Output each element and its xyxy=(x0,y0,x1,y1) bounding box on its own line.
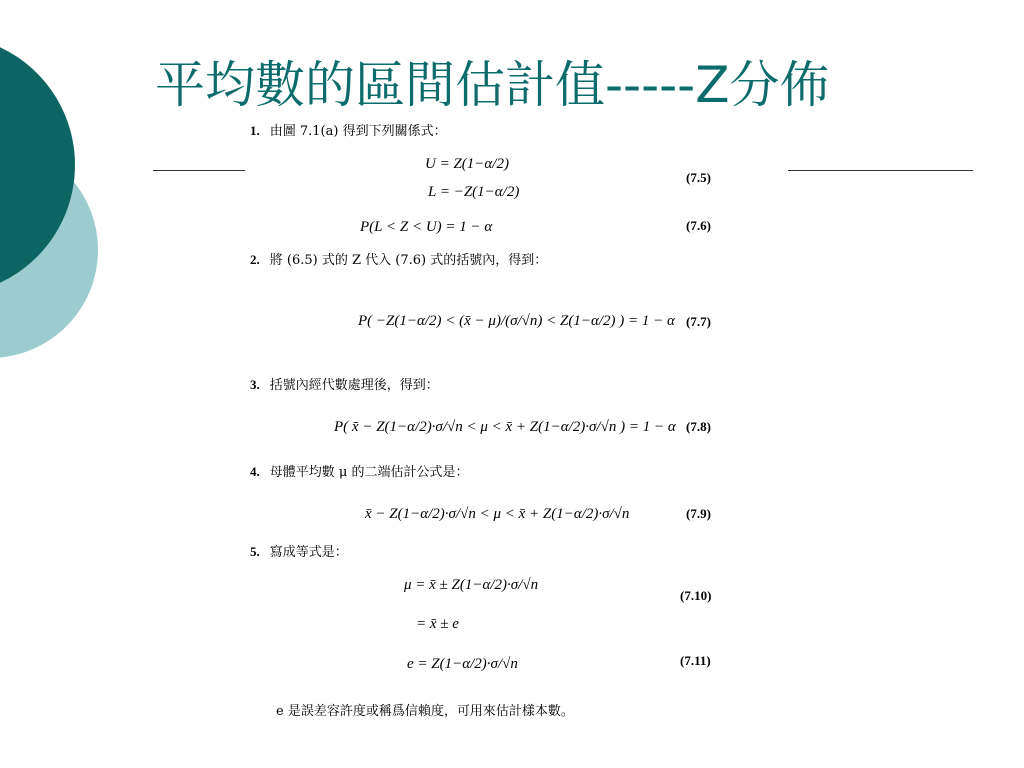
step-number: 1. xyxy=(250,123,260,138)
equation-7-10-line-2: = x̄ ± e xyxy=(416,616,459,632)
step-3 xyxy=(250,377,439,394)
step-text: 括號內經代數處理後，得到： xyxy=(269,378,439,393)
footnote: e 是誤差容許度或稱爲信賴度，可用來估計樣本數。 xyxy=(276,704,574,719)
equation-number: (7.10) xyxy=(680,588,712,603)
equation-number: (7.11) xyxy=(680,653,711,668)
equation-7-7: P( −Z(1−α/2) < (x̄ − μ)/(σ/√n) < Z(1−α/2) ) = 1 − α xyxy=(358,313,675,329)
step-number: 3. xyxy=(250,377,260,392)
slide-title: 平均數的區間估計值-----Z分佈 xyxy=(155,56,830,114)
step-number: 5. xyxy=(250,544,260,559)
equation-7-5-line-2: L = −Z(1−α/2) xyxy=(428,184,520,200)
title-rule-left xyxy=(153,170,245,171)
step-number: 4. xyxy=(250,464,260,479)
step-4 xyxy=(250,464,468,481)
equation-number: (7.9) xyxy=(686,506,711,521)
step-text: 寫成等式是： xyxy=(269,545,348,560)
step-5 xyxy=(250,544,348,561)
decorative-circles xyxy=(0,0,110,420)
equation-number: (7.8) xyxy=(686,419,711,434)
equation-7-6: P(L < Z < U) = 1 − α xyxy=(360,219,493,235)
equation-7-11: e = Z(1−α/2)·σ/√n xyxy=(407,656,518,672)
equation-7-5-line-1: U = Z(1−α/2) xyxy=(425,156,509,172)
step-2 xyxy=(250,252,547,269)
equation-number: (7.5) xyxy=(686,170,711,185)
step-number: 2. xyxy=(250,252,260,267)
step-text: 將 (6.5) 式的 Z 代入 (7.6) 式的括號內，得到： xyxy=(269,253,548,268)
step-text: 母體平均數 μ 的二端估計公式是： xyxy=(269,465,469,480)
title-rule-right xyxy=(788,170,973,171)
equation-number: (7.7) xyxy=(686,314,711,329)
equation-7-9: x̄ − Z(1−α/2)·σ/√n < μ < x̄ + Z(1−α/2)·σ/√n xyxy=(365,506,630,522)
step-text: 由圖 7.1(a) 得到下列關係式： xyxy=(269,124,447,139)
equation-number: (7.6) xyxy=(686,218,711,233)
equation-7-8: P( x̄ − Z(1−α/2)·σ/√n < μ < x̄ + Z(1−α/2)·σ/√n ) = 1 − α xyxy=(334,419,676,435)
equation-7-10-line-1: μ = x̄ ± Z(1−α/2)·σ/√n xyxy=(404,577,539,593)
step-1 xyxy=(250,123,447,140)
